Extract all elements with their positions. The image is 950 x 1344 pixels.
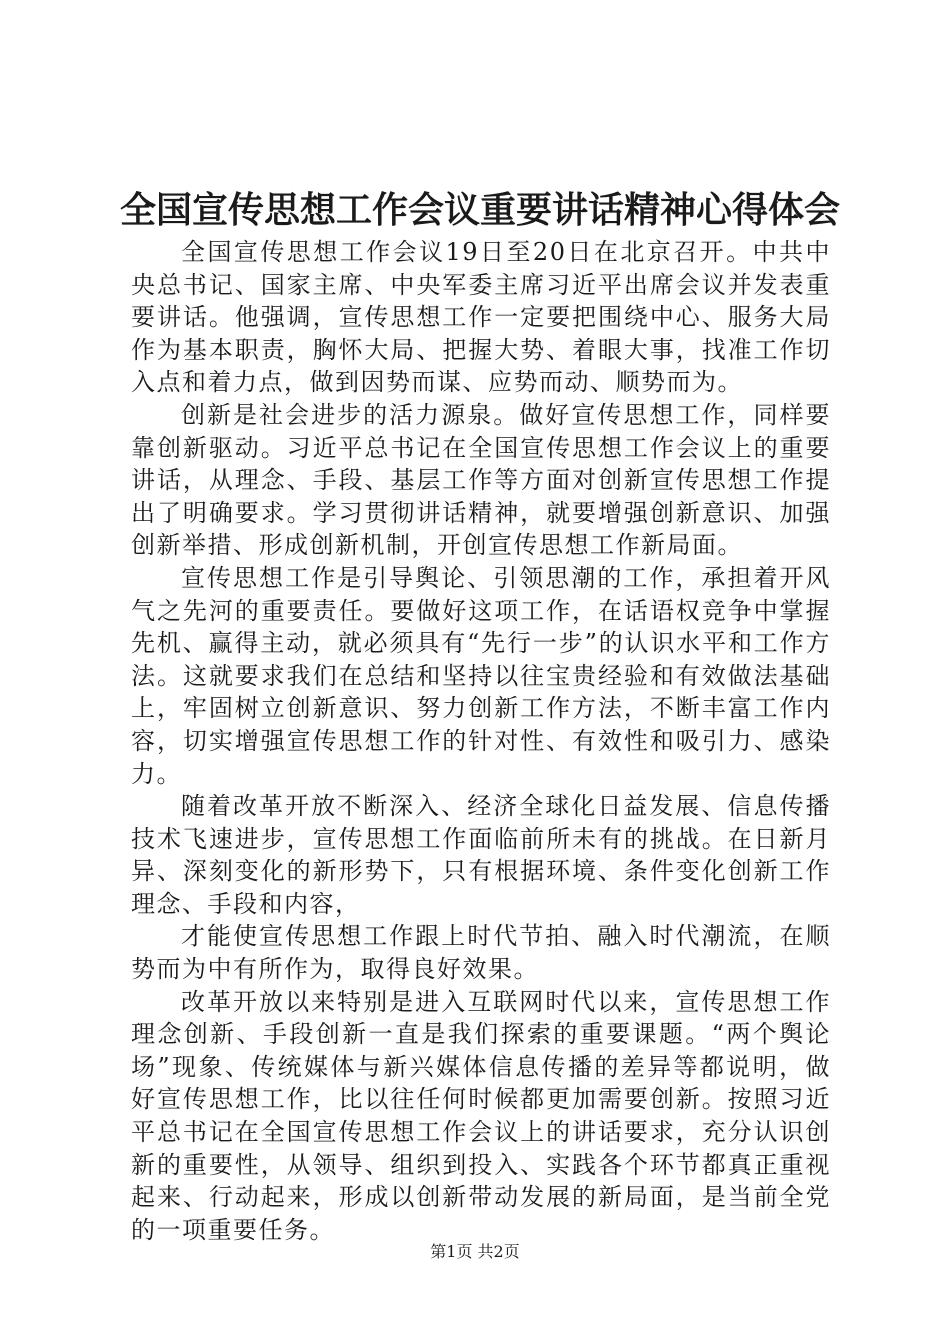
document-title: 全国宣传思想工作会议重要讲话精神心得体会 [120, 189, 841, 231]
paragraph-5: 才能使宣传思想工作跟上时代节拍、融入时代潮流，在顺势而为中有所作为，取得良好效果。 [131, 922, 831, 984]
paragraph-3: 宣传思想工作是引导舆论、引领思潮的工作，承担着开风气之先河的重要责任。要做好这项工作，在话语权竞争中掌握先机、赢得主动，就必须具有“先行一步”的认识水平和工作方法。这就要求我们在总结和坚持以往宝贵经验和有效做法基础上，牢固树立创新意识、努力创新工作方法，不断丰富工作内容，切实增强宣传思想工作的针对性、有效性和吸引力、感染力。 [131, 563, 831, 788]
paragraph-4: 随着改革开放不断深入、经济全球化日益发展、信息传播技术飞速进步，宣传思想工作面临前所未有的挑战。在日新月异、深刻变化的新形势下，只有根据环境、条件变化创新工作理念、手段和内容， [131, 792, 831, 918]
paragraph-2: 创新是社会进步的活力源泉。做好宣传思想工作，同样要靠创新驱动。习近平总书记在全国宣传思想工作会议上的重要讲话，从理念、手段、基层工作等方面对创新宣传思想工作提出了明确要求。学习贯彻讲话精神，就要增强创新意识、加强创新举措、形成创新机制，开创宣传思想工作新局面。 [131, 400, 831, 560]
paragraph-1: 全国宣传思想工作会议19日至20日在北京召开。中共中央总书记、国家主席、中央军委主席习近平出席会议并发表重要讲话。他强调，宣传思想工作一定要把围绕中心、服务大局作为基本职责，胸怀大局、把握大势、着眼大事，找准工作切入点和着力点，做到因势而谋、应势而动、顺势而为。 [131, 238, 831, 397]
page-footer: 第1页 共2页 [430, 1242, 520, 1261]
paragraph-6: 改革开放以来特别是进入互联网时代以来，宣传思想工作理念创新、手段创新一直是我们探索的重要课题。“两个舆论场”现象、传统媒体与新兴媒体信息传播的差异等都说明，做好宣传思想工作，比以往任何时候都更加需要创新。按照习近平总书记在全国宣传思想工作会议上的讲话要求，充分认识创新的重要性，从领导、组织到投入、实践各个环节都真正重视起来、行动起来，形成以创新带动发展的新局面，是当前全党的一项重要任务。 [131, 987, 831, 1244]
document-body [131, 236, 831, 1246]
